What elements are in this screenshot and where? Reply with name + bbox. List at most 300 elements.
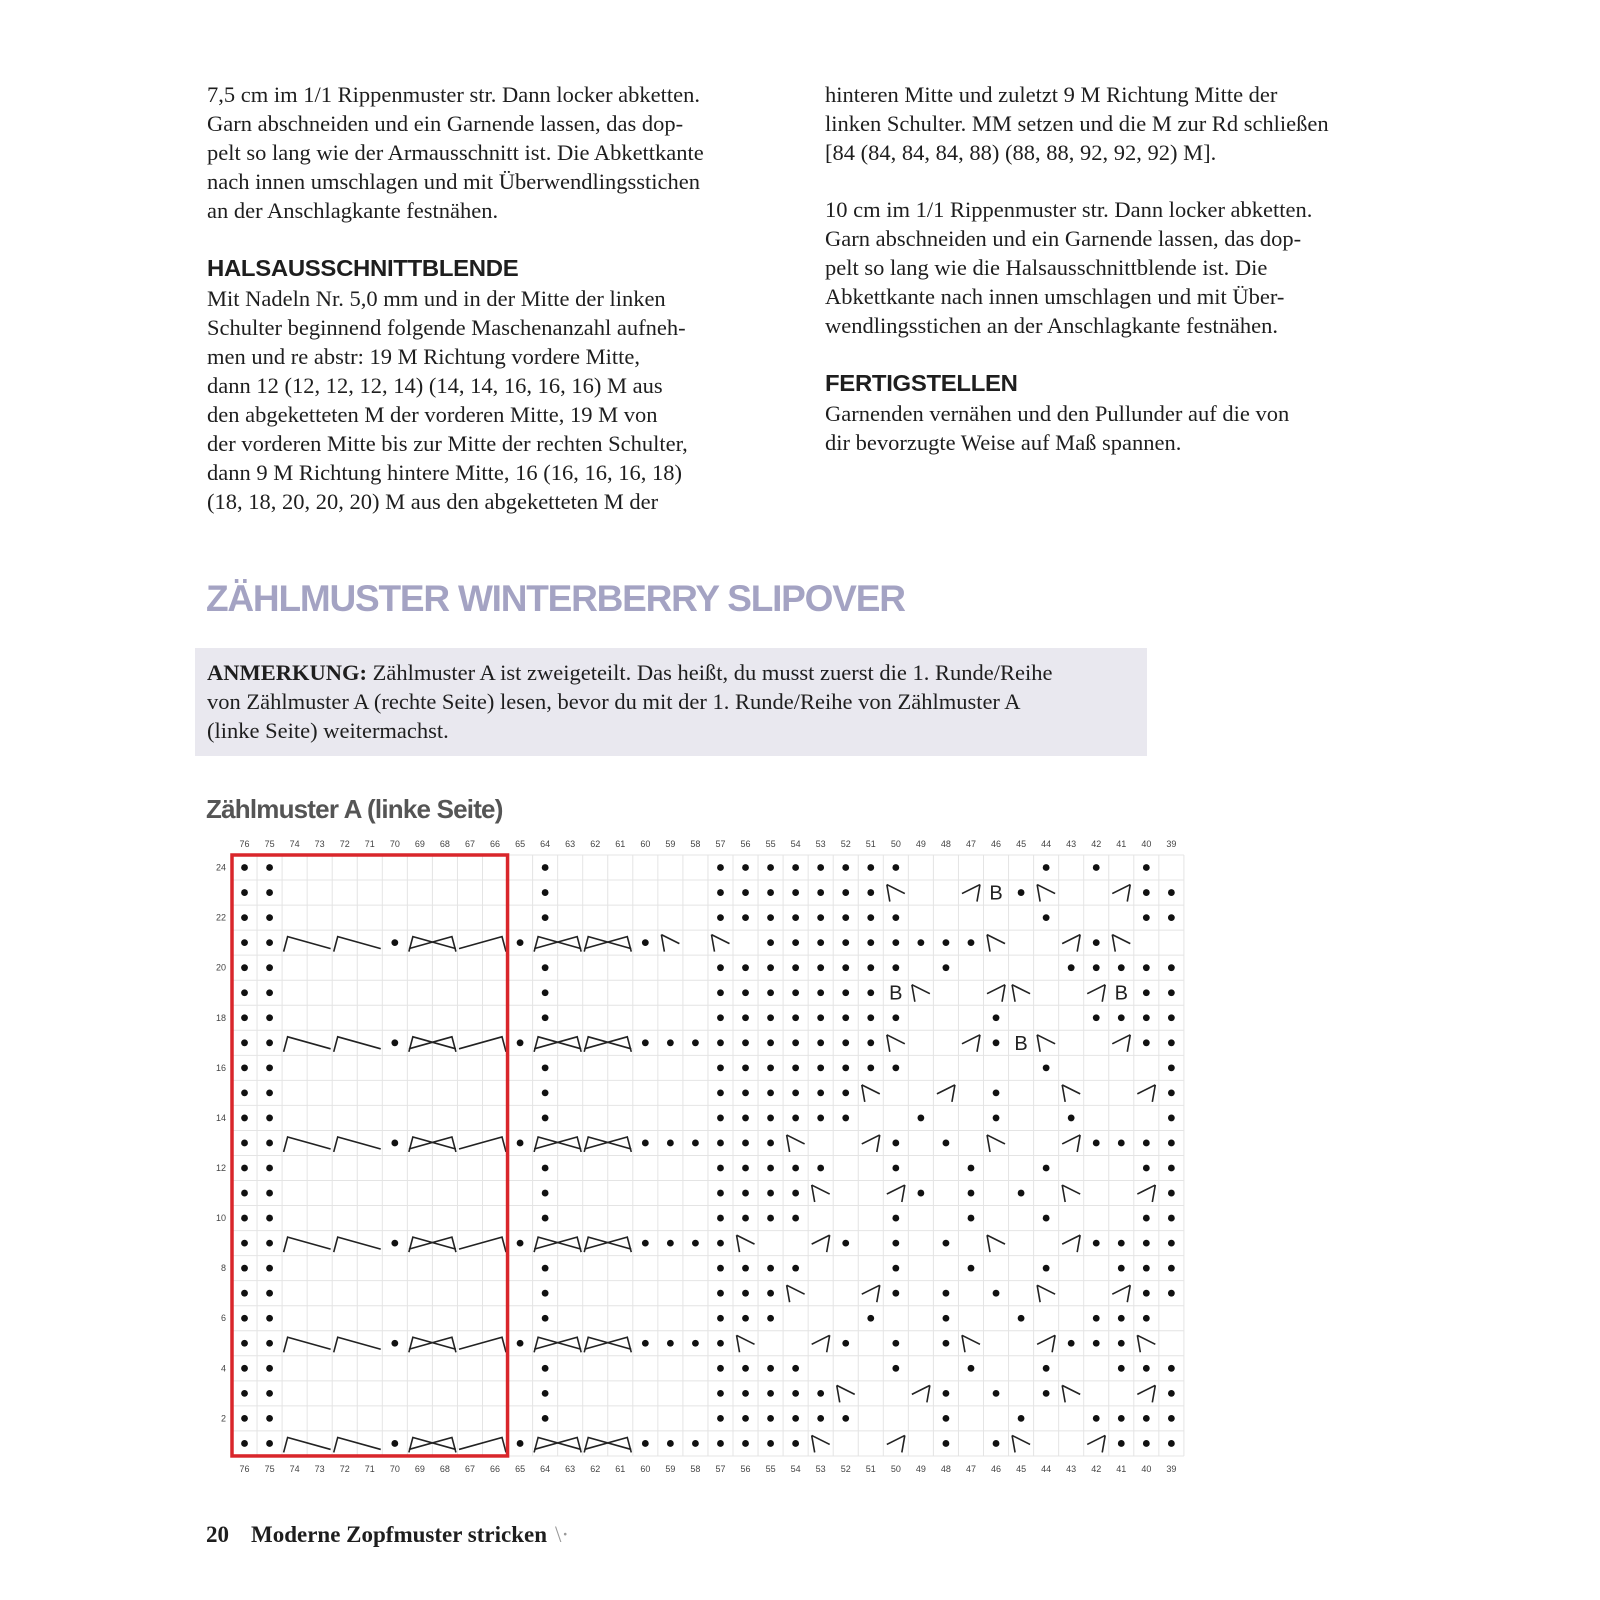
purl-dot <box>717 989 724 996</box>
purl-dot <box>1143 1440 1150 1447</box>
purl-dot <box>717 1265 724 1272</box>
cable-right-symbol <box>1037 885 1055 902</box>
purl-dot <box>1143 1415 1150 1422</box>
column-number-label: 39 <box>1166 1463 1177 1474</box>
cable-left-symbol <box>1137 1385 1155 1402</box>
purl-dot <box>542 1315 549 1322</box>
purl-dot <box>1118 1265 1125 1272</box>
purl-dot <box>968 1265 975 1272</box>
column-number-label: 69 <box>414 839 425 849</box>
column-number-label: 70 <box>389 1463 400 1474</box>
purl-dot <box>266 1390 273 1397</box>
purl-dot <box>1168 1290 1175 1297</box>
purl-dot <box>1093 1415 1100 1422</box>
purl-dot <box>266 1165 273 1172</box>
purl-dot <box>1168 989 1175 996</box>
purl-dot <box>241 864 248 871</box>
purl-dot <box>542 1290 549 1297</box>
purl-dot <box>266 864 273 871</box>
purl-dot <box>1168 1140 1175 1147</box>
purl-dot <box>642 1240 649 1247</box>
purl-dot <box>1018 1315 1025 1322</box>
purl-dot <box>1168 1415 1175 1422</box>
cable-left-symbol <box>1062 935 1080 952</box>
purl-dot <box>266 1265 273 1272</box>
purl-dot <box>1093 1240 1100 1247</box>
purl-dot <box>792 1440 799 1447</box>
neckband-continued-paragraph: hinteren Mitte und zuletzt 9 M Richtung Mitte der linken Schulter. MM setzen und die M zur Rd schließen [84 (84, 84, 84, 88) (88, 88, 92, 92, 92) M]. <box>825 82 1329 165</box>
purl-dot <box>717 1315 724 1322</box>
column-number-label: 65 <box>515 839 526 849</box>
column-number-label: 73 <box>314 839 325 849</box>
column-number-label: 46 <box>991 1463 1002 1474</box>
purl-dot <box>241 1140 248 1147</box>
purl-dot <box>517 1240 524 1247</box>
purl-dot <box>542 864 549 871</box>
purl-dot <box>792 864 799 871</box>
cable-right-symbol <box>787 1285 805 1302</box>
purl-dot <box>1143 1014 1150 1021</box>
purl-dot <box>968 939 975 946</box>
purl-dot <box>817 1115 824 1122</box>
bobble-symbol: B <box>889 982 903 1005</box>
column-number-label: 63 <box>565 1463 576 1474</box>
purl-dot <box>943 1390 950 1397</box>
purl-dot <box>266 1190 273 1197</box>
purl-dot <box>542 1064 549 1071</box>
purl-dot <box>892 1290 899 1297</box>
cable-right-symbol <box>1137 1335 1155 1352</box>
purl-dot <box>1143 1215 1150 1222</box>
purl-dot <box>717 1165 724 1172</box>
purl-dot <box>817 964 824 971</box>
purl-dot <box>842 939 849 946</box>
purl-dot <box>767 889 774 896</box>
purl-dot <box>1018 1190 1025 1197</box>
purl-dot <box>792 1064 799 1071</box>
purl-dot <box>717 1390 724 1397</box>
purl-dot <box>1168 1089 1175 1096</box>
column-number-label: 52 <box>840 1463 851 1474</box>
purl-dot <box>241 914 248 921</box>
footer-ornament: \· <box>554 1522 570 1547</box>
purl-dot <box>767 1290 774 1297</box>
cable-right-symbol <box>1112 935 1130 952</box>
purl-dot <box>842 864 849 871</box>
purl-dot <box>742 1115 749 1122</box>
purl-dot <box>968 1365 975 1372</box>
purl-dot <box>241 1089 248 1096</box>
column-number-label: 55 <box>765 1463 776 1474</box>
column-number-label: 64 <box>540 1463 551 1474</box>
purl-dot <box>542 1014 549 1021</box>
purl-dot <box>767 989 774 996</box>
purl-dot <box>667 1140 674 1147</box>
column-number-label: 59 <box>665 1463 676 1474</box>
cable-right-symbol <box>987 1135 1005 1152</box>
purl-dot <box>241 1390 248 1397</box>
purl-dot <box>993 1390 1000 1397</box>
cable-right-symbol <box>862 1085 880 1102</box>
purl-dot <box>1143 1165 1150 1172</box>
purl-dot <box>767 1089 774 1096</box>
purl-dot <box>892 914 899 921</box>
cable-right-symbol <box>962 1335 980 1352</box>
purl-dot <box>542 1415 549 1422</box>
purl-dot <box>642 939 649 946</box>
purl-dot <box>391 1140 398 1147</box>
column-number-label: 56 <box>740 1463 751 1474</box>
purl-dot <box>241 1365 248 1372</box>
column-number-label: 64 <box>540 839 551 849</box>
column-number-label: 56 <box>740 839 751 849</box>
column-number-label: 62 <box>590 839 601 849</box>
column-number-label: 69 <box>414 1463 425 1474</box>
purl-dot <box>1118 1240 1125 1247</box>
column-number-label: 59 <box>665 839 676 849</box>
purl-dot <box>742 1365 749 1372</box>
purl-dot <box>767 1140 774 1147</box>
column-number-label: 40 <box>1141 1463 1152 1474</box>
purl-dot <box>717 1440 724 1447</box>
cable-right-symbol <box>1062 1085 1080 1102</box>
row-number-label: 14 <box>215 1112 226 1123</box>
purl-dot <box>742 1140 749 1147</box>
purl-dot <box>241 1115 248 1122</box>
purl-dot <box>892 939 899 946</box>
purl-dot <box>1018 889 1025 896</box>
column-number-label: 47 <box>965 1463 976 1474</box>
purl-dot <box>1118 1315 1125 1322</box>
column-number-label: 53 <box>815 839 826 849</box>
purl-dot <box>517 1340 524 1347</box>
purl-dot <box>993 1089 1000 1096</box>
column-number-label: 71 <box>364 839 375 849</box>
purl-dot <box>717 1415 724 1422</box>
purl-dot <box>391 1440 398 1447</box>
row-number-label: 4 <box>220 1363 226 1374</box>
column-number-label: 68 <box>439 1463 450 1474</box>
row-number-label: 18 <box>215 1012 226 1023</box>
purl-dot <box>792 914 799 921</box>
row-number-label: 24 <box>215 862 226 873</box>
purl-dot <box>266 1240 273 1247</box>
row-number-label: 12 <box>215 1163 226 1173</box>
column-number-label: 75 <box>264 839 275 849</box>
column-number-label: 45 <box>1016 839 1027 849</box>
purl-dot <box>1043 1390 1050 1397</box>
column-number-label: 52 <box>840 839 851 849</box>
column-number-label: 43 <box>1066 1463 1077 1474</box>
cable-right-symbol <box>1012 1435 1030 1452</box>
purl-dot <box>842 1240 849 1247</box>
purl-dot <box>241 1165 248 1172</box>
purl-dot <box>767 864 774 871</box>
purl-dot <box>767 1440 774 1447</box>
cable-left-symbol <box>912 1385 930 1402</box>
purl-dot <box>667 1340 674 1347</box>
purl-dot <box>842 964 849 971</box>
cable-left-symbol <box>862 1135 880 1152</box>
purl-dot <box>817 1039 824 1046</box>
cable-right-symbol <box>987 1235 1005 1252</box>
column-number-label: 41 <box>1116 839 1127 849</box>
purl-dot <box>817 864 824 871</box>
row-number-label: 22 <box>215 912 226 923</box>
purl-dot <box>717 864 724 871</box>
section-title: ZÄHLMUSTER WINTERBERRY SLIPOVER <box>206 578 905 619</box>
column-number-label: 74 <box>289 839 300 849</box>
purl-dot <box>1043 1265 1050 1272</box>
purl-dot <box>692 1039 699 1046</box>
purl-dot <box>542 989 549 996</box>
purl-dot <box>1093 939 1100 946</box>
purl-dot <box>1118 1415 1125 1422</box>
column-number-label: 58 <box>690 1463 701 1474</box>
purl-dot <box>1143 964 1150 971</box>
purl-dot <box>767 1365 774 1372</box>
purl-dot <box>792 964 799 971</box>
purl-dot <box>542 964 549 971</box>
row-number-label: 20 <box>215 962 226 973</box>
bobble-symbol: B <box>1014 1032 1028 1055</box>
row-number-label: 10 <box>215 1213 226 1224</box>
purl-dot <box>667 1039 674 1046</box>
purl-dot <box>1018 1415 1025 1422</box>
purl-dot <box>717 1190 724 1197</box>
book-title: Moderne Zopfmuster stricken <box>251 1522 547 1547</box>
purl-dot <box>241 1290 248 1297</box>
purl-dot <box>717 914 724 921</box>
purl-dot <box>792 1190 799 1197</box>
purl-dot <box>742 889 749 896</box>
purl-dot <box>767 1415 774 1422</box>
purl-dot <box>667 1240 674 1247</box>
purl-dot <box>1143 1265 1150 1272</box>
row-number-label: 2 <box>220 1413 226 1424</box>
purl-dot <box>1143 1365 1150 1372</box>
purl-dot <box>1168 1390 1175 1397</box>
purl-dot <box>842 1415 849 1422</box>
purl-dot <box>742 1064 749 1071</box>
purl-dot <box>266 1089 273 1096</box>
note-label: ANMERKUNG: <box>207 660 367 685</box>
purl-dot <box>241 1265 248 1272</box>
column-number-label: 57 <box>715 839 726 849</box>
purl-dot <box>767 1265 774 1272</box>
purl-dot <box>968 1165 975 1172</box>
purl-dot <box>867 964 874 971</box>
bobble-symbol: B <box>989 882 1003 905</box>
purl-dot <box>266 964 273 971</box>
cable-right-symbol <box>711 935 729 952</box>
purl-dot <box>266 1315 273 1322</box>
cable-right-symbol <box>887 885 905 902</box>
purl-dot <box>542 889 549 896</box>
purl-dot <box>1143 1240 1150 1247</box>
purl-dot <box>767 1390 774 1397</box>
purl-dot <box>842 1115 849 1122</box>
purl-dot <box>1093 1140 1100 1147</box>
purl-dot <box>867 1039 874 1046</box>
column-number-label: 47 <box>965 839 976 849</box>
purl-dot <box>241 1064 248 1071</box>
purl-dot <box>692 1340 699 1347</box>
purl-dot <box>817 1089 824 1096</box>
purl-dot <box>742 914 749 921</box>
purl-dot <box>742 1315 749 1322</box>
purl-dot <box>842 1039 849 1046</box>
purl-dot <box>241 1315 248 1322</box>
purl-dot <box>1168 1165 1175 1172</box>
column-number-label: 48 <box>940 1463 951 1474</box>
column-number-label: 57 <box>715 1463 726 1474</box>
purl-dot <box>792 1215 799 1222</box>
purl-dot <box>767 1190 774 1197</box>
purl-dot <box>792 1415 799 1422</box>
column-number-label: 72 <box>339 1463 350 1474</box>
purl-dot <box>1168 964 1175 971</box>
purl-dot <box>767 939 774 946</box>
cable-left-symbol <box>812 1335 830 1352</box>
purl-dot <box>1043 914 1050 921</box>
purl-dot <box>1143 914 1150 921</box>
purl-dot <box>266 1365 273 1372</box>
column-number-label: 54 <box>790 1463 801 1474</box>
purl-dot <box>266 1014 273 1021</box>
purl-dot <box>1168 1190 1175 1197</box>
purl-dot <box>892 1365 899 1372</box>
purl-dot <box>717 1089 724 1096</box>
purl-dot <box>542 1165 549 1172</box>
column-number-label: 42 <box>1091 839 1102 849</box>
purl-dot <box>767 1014 774 1021</box>
purl-dot <box>542 1365 549 1372</box>
cable-right-symbol <box>1062 1385 1080 1402</box>
purl-dot <box>917 1115 924 1122</box>
purl-dot <box>892 1215 899 1222</box>
column-number-label: 67 <box>464 1463 475 1474</box>
column-number-label: 60 <box>640 1463 651 1474</box>
column-number-label: 75 <box>264 1463 275 1474</box>
purl-dot <box>1093 1340 1100 1347</box>
purl-dot <box>917 939 924 946</box>
purl-dot <box>742 1215 749 1222</box>
purl-dot <box>241 889 248 896</box>
purl-dot <box>241 1190 248 1197</box>
purl-dot <box>943 1240 950 1247</box>
column-number-label: 49 <box>915 839 926 849</box>
column-number-label: 73 <box>314 1463 325 1474</box>
cable-left-symbol <box>862 1285 880 1302</box>
column-number-label: 42 <box>1091 1463 1102 1474</box>
purl-dot <box>1168 1265 1175 1272</box>
purl-dot <box>742 1165 749 1172</box>
purl-dot <box>542 1265 549 1272</box>
purl-dot <box>241 1215 248 1222</box>
row-number-label: 8 <box>220 1263 226 1274</box>
purl-dot <box>542 1115 549 1122</box>
cable-right-symbol <box>812 1185 830 1202</box>
purl-dot <box>742 1039 749 1046</box>
column-number-label: 43 <box>1066 839 1077 849</box>
purl-dot <box>867 1315 874 1322</box>
column-number-label: 44 <box>1041 1463 1052 1474</box>
purl-dot <box>1118 964 1125 971</box>
purl-dot <box>667 1440 674 1447</box>
purl-dot <box>266 1115 273 1122</box>
purl-dot <box>1168 1215 1175 1222</box>
purl-dot <box>742 964 749 971</box>
cable-left-symbol <box>1087 985 1105 1002</box>
purl-dot <box>266 1064 273 1071</box>
purl-dot <box>266 1140 273 1147</box>
purl-dot <box>542 1190 549 1197</box>
bobble-symbol: B <box>1114 982 1128 1005</box>
purl-dot <box>1043 1215 1050 1222</box>
cable-left-symbol <box>962 1035 980 1052</box>
cable-right-symbol <box>887 1035 905 1052</box>
purl-dot <box>892 864 899 871</box>
purl-dot <box>241 1039 248 1046</box>
cable-right-symbol <box>787 1135 805 1152</box>
column-number-label: 68 <box>439 839 450 849</box>
purl-dot <box>1168 914 1175 921</box>
purl-dot <box>742 989 749 996</box>
purl-dot <box>943 1415 950 1422</box>
cable-right-symbol <box>1012 985 1030 1002</box>
purl-dot <box>241 939 248 946</box>
purl-dot <box>391 1240 398 1247</box>
purl-dot <box>542 1089 549 1096</box>
column-number-label: 41 <box>1116 1463 1127 1474</box>
purl-dot <box>241 964 248 971</box>
cable-left-symbol <box>1087 1435 1105 1452</box>
purl-dot <box>1143 1290 1150 1297</box>
purl-dot <box>266 1290 273 1297</box>
purl-dot <box>792 989 799 996</box>
purl-dot <box>717 1115 724 1122</box>
purl-dot <box>717 1240 724 1247</box>
column-number-label: 60 <box>640 839 651 849</box>
page-footer <box>206 1522 569 1548</box>
purl-dot <box>1043 1165 1050 1172</box>
purl-dot <box>742 1089 749 1096</box>
purl-dot <box>1093 1014 1100 1021</box>
note-body: Zählmuster A ist zweigeteilt. Das heißt, du musst zuerst die 1. Runde/Reihe von Zählmuster A (rechte Seite) lesen, bevor du mit der 1. Runde/Reihe von Zählmuster A (linke Seite) weitermachst. <box>207 660 1053 743</box>
purl-dot <box>817 939 824 946</box>
purl-dot <box>692 1240 699 1247</box>
column-number-label: 76 <box>239 839 250 849</box>
purl-dot <box>517 1440 524 1447</box>
purl-dot <box>241 1240 248 1247</box>
column-number-label: 48 <box>940 839 951 849</box>
purl-dot <box>867 1014 874 1021</box>
purl-dot <box>993 1440 1000 1447</box>
purl-dot <box>1168 1064 1175 1071</box>
purl-dot <box>792 1165 799 1172</box>
purl-dot <box>842 1089 849 1096</box>
purl-dot <box>767 1064 774 1071</box>
purl-dot <box>867 864 874 871</box>
purl-dot <box>917 1190 924 1197</box>
purl-dot <box>542 1390 549 1397</box>
purl-dot <box>842 1340 849 1347</box>
column-number-label: 71 <box>364 1463 375 1474</box>
purl-dot <box>943 964 950 971</box>
column-number-label: 70 <box>389 839 400 849</box>
cable-left-symbol <box>1112 885 1130 902</box>
